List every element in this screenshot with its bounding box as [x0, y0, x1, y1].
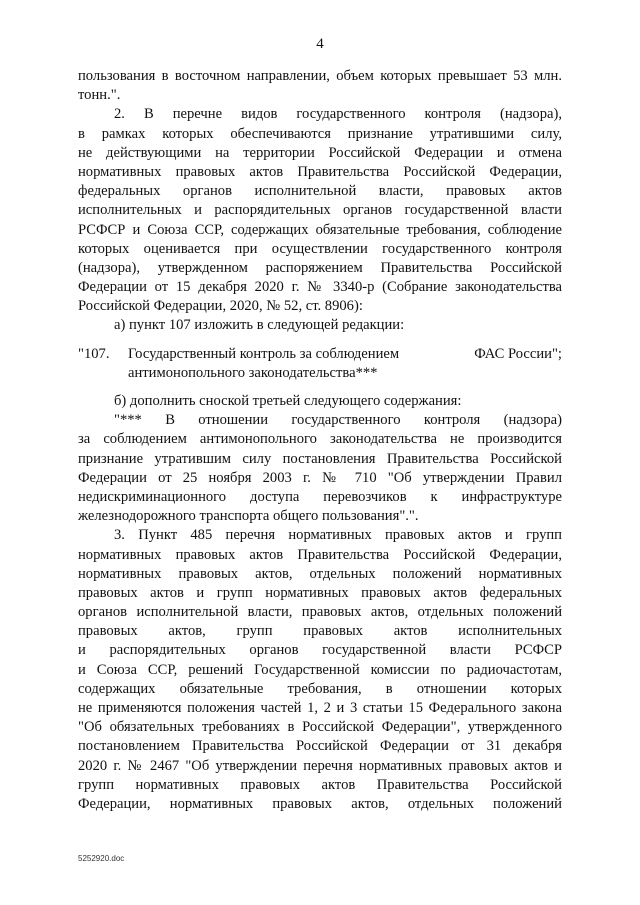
- table-cell-name: антимонопольного законодательства***: [128, 364, 378, 381]
- text-line: нормативных правовых актов, отдельных положений нормативных: [78, 565, 562, 582]
- text-line: органов исполнительной власти, правовых актов, отдельных положений: [78, 604, 562, 621]
- text-line: 2. В перечне видов государственного контроля (надзора),: [114, 106, 562, 123]
- text-line: Федерации, нормативных правовых актов, отдельных положений: [78, 795, 562, 812]
- text-line: в рамках которых обеспечиваются признание утратившими силу,: [78, 125, 562, 142]
- text-line: исполнительных и распорядительных органов государственной власти: [78, 202, 562, 219]
- text-line: групп нормативных правовых актов Правительства Российской: [78, 776, 562, 793]
- text-line: тонн.".: [78, 87, 121, 104]
- document-body: [78, 67, 562, 814]
- text-line: 3. Пункт 485 перечня нормативных правовых актов и групп: [114, 527, 562, 544]
- text-line: не действующими на территории Российской Федерации и отмена: [78, 144, 562, 161]
- paragraph-item-2: [78, 105, 562, 316]
- paragraph-item-3: [78, 526, 562, 814]
- text-line: правовых актов, групп правовых актов исполнительных: [78, 623, 562, 640]
- page-number: 4: [316, 36, 324, 52]
- text-line: федеральных органов исполнительной власти, правовых актов: [78, 183, 562, 200]
- footnote-text: [78, 411, 562, 526]
- table-cell-name: Государственный контроль за соблюдением: [128, 345, 400, 362]
- text-line: не применяются положения частей 1, 2 и 3 статьи 15 Федерального закона: [78, 700, 562, 716]
- text-line: и распорядительных органов государственной власти РСФСР: [78, 642, 562, 659]
- text-line: РСФСР и Союза ССР, содержащих обязательные требования, соблюдение: [78, 221, 562, 238]
- subitem-b: б) дополнить сноской третьей следующего содержания:: [114, 393, 462, 409]
- text-line: Федерации от 25 ноября 2003 г. № 710 "Об утверждении Правил: [78, 469, 562, 486]
- text-line: содержащих обязательные требования, в отношении которых: [78, 680, 562, 697]
- text-line: за соблюдением антимонопольного законодательства не производится: [78, 431, 562, 448]
- text-line: "Об обязательных требованиях в Российской Федерации", утвержденного: [78, 719, 562, 736]
- text-line: (надзора), утвержденном распоряжением Правительства Российской: [78, 259, 562, 276]
- table-cell-agency: ФАС России";: [474, 345, 562, 362]
- text-line: которых оценивается при осуществлении государственного контроля: [78, 240, 562, 257]
- file-code: 5252920.doc: [78, 854, 125, 863]
- text-line: пользования в восточном направлении, объем которых превышает 53 млн.: [78, 68, 562, 84]
- text-line: постановлением Правительства Российской Федерации от 31 декабря: [78, 738, 562, 755]
- text-line: недискриминационного доступа перевозчиков к инфраструктуре: [78, 488, 562, 505]
- text-line: нормативных правовых актов Правительства Российской Федерации,: [78, 163, 562, 180]
- text-line: Российской Федерации, 2020, № 52, ст. 8906):: [78, 298, 363, 315]
- text-line: правовых актов и групп нормативных правовых актов федеральных: [78, 584, 562, 601]
- table-row-continuation: [78, 364, 562, 383]
- text-line: Федерации от 15 декабря 2020 г. № 3340-р (Собрание законодательства: [78, 279, 562, 296]
- subitem-a: а) пункт 107 изложить в следующей редакции:: [114, 317, 405, 334]
- text-line: признание утратившим силу постановления Правительства Российской: [78, 450, 562, 467]
- table-row: [78, 345, 562, 364]
- text-line: железнодорожного транспорта общего пользования".".: [78, 508, 419, 525]
- table-cell-number: "107.: [78, 345, 110, 362]
- text-line: "*** В отношении государственного контроля (надзора): [114, 412, 562, 429]
- text-line: и Союза ССР, решений Государственной комиссии по радиочастотам,: [78, 661, 562, 678]
- text-line: нормативных правовых актов Правительства Российской Федерации,: [78, 546, 562, 563]
- list-table: [78, 345, 562, 383]
- text-line: 2020 г. № 2467 "Об утверждении перечня нормативных правовых актов и: [78, 757, 562, 774]
